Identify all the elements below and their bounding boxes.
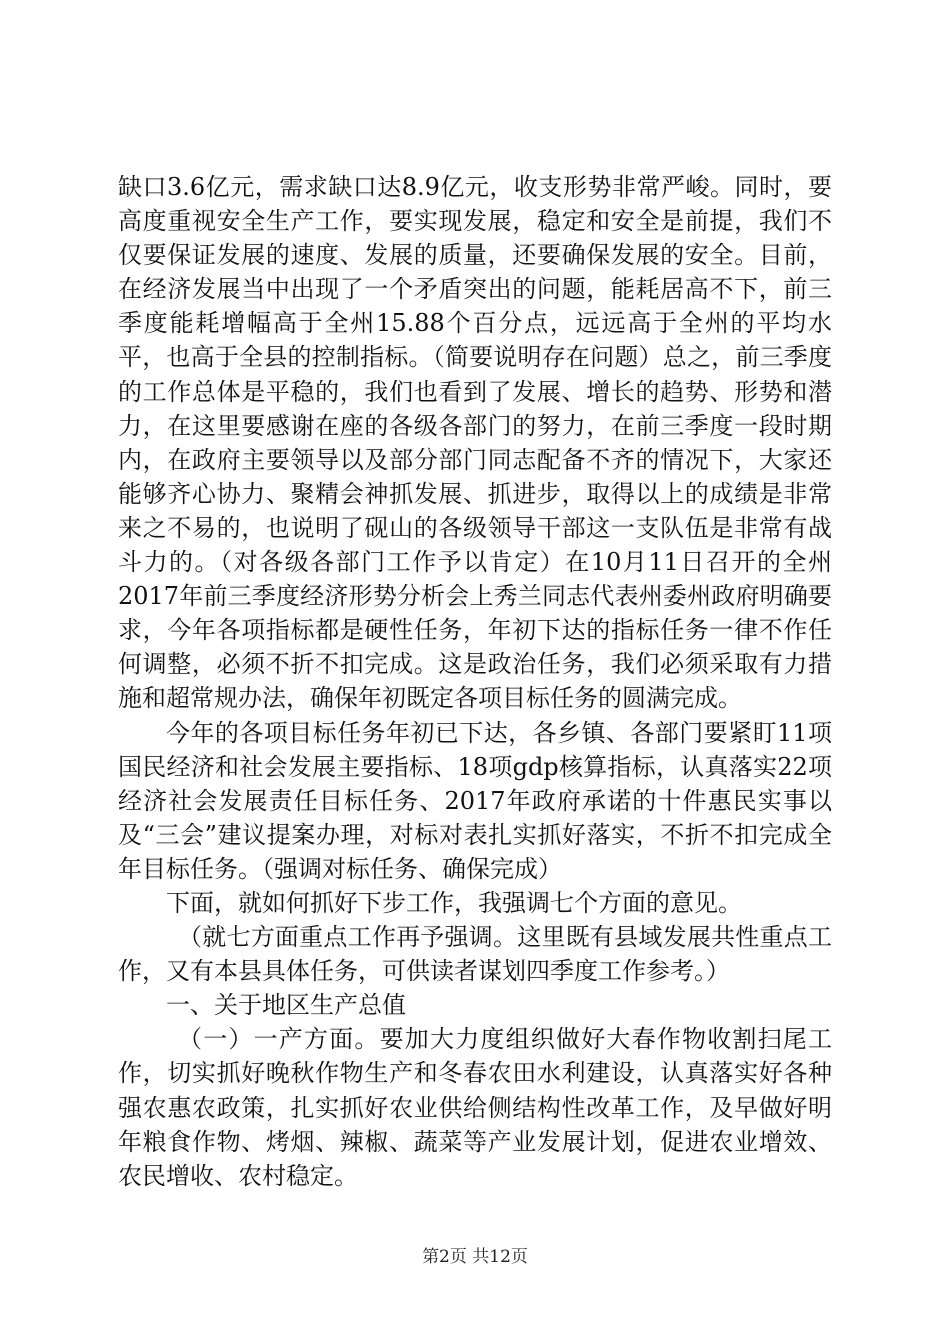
section-heading: 一、关于地区生产总值 [166, 991, 406, 1020]
page-footer: 第2页 共12页 [422, 1247, 528, 1267]
document-body [118, 170, 832, 1193]
paragraph-targets: 今年的各项目标任务年初已下达，各乡镇、各部门要紧盯11项国民经济和社会发展主要指标、18项gdp核算指标，认真落实22项经济社会发展责任目标任务、2017年政府承诺的十件惠民实事以及“三会”建议提案办理，对标对表扎实抓好落实，不折不扣完成全年目标任务。（强调对标任务、确保完成） [118, 718, 832, 883]
paragraph-next-steps: 下面，就如何抓好下步工作，我强调七个方面的意见。 [166, 888, 742, 917]
paragraph-continuation: 缺口3.6亿元，需求缺口达8.9亿元，收支形势非常严峻。同时，要高度重视安全生产工作，要实现发展，稳定和安全是前提，我们不仅要保证发展的速度、发展的质量，还要确保发展的安全。目前，在经济发展当中出现了一个矛盾突出的问题，能耗居高不下，前三季度能耗增幅高于全州15.88个百分点，远远高于全州的平均水平，也高于全县的控制指标。（简要说明存在问题）总之，前三季度的工作总体是平稳的，我们也看到了发展、增长的趋势、形势和潜力，在这里要感谢在座的各级各部门的努力，在前三季度一段时期内，在政府主要领导以及部分部门同志配备不齐的情况下，大家还能够齐心协力、聚精会神抓发展、抓进步，取得以上的成绩是非常来之不易的，也说明了砚山的各级领导干部这一支队伍是非常有战斗力的。（对各级各部门工作予以肯定）在10月11日召开的全州2017年前三季度经济形势分析会上秀兰同志代表州委州政府明确要求，今年各项指标都是硬性任务，年初下达的指标任务一律不作任何调整，必须不折不扣完成。这是政治任务，我们必须采取有力措施和超常规办法，确保年初既定各项目标任务的圆满完成。 [118, 173, 832, 713]
paragraph-editor-note: （就七方面重点工作再予强调。这里既有县域发展共性重点工作，又有本县具体任务，可供读者谋划四季度工作参考。） [118, 923, 832, 986]
paragraph-primary-industry: （一）一产方面。要加大力度组织做好大春作物收割扫尾工作，切实抓好晚秋作物生产和冬春农田水利建设，认真落实好各种强农惠农政策，扎实抓好农业供给侧结构性改革工作，及早做好明年粮食作物、烤烟、辣椒、蔬菜等产业发展计划，促进农业增效、农民增收、农村稳定。 [118, 1025, 832, 1190]
